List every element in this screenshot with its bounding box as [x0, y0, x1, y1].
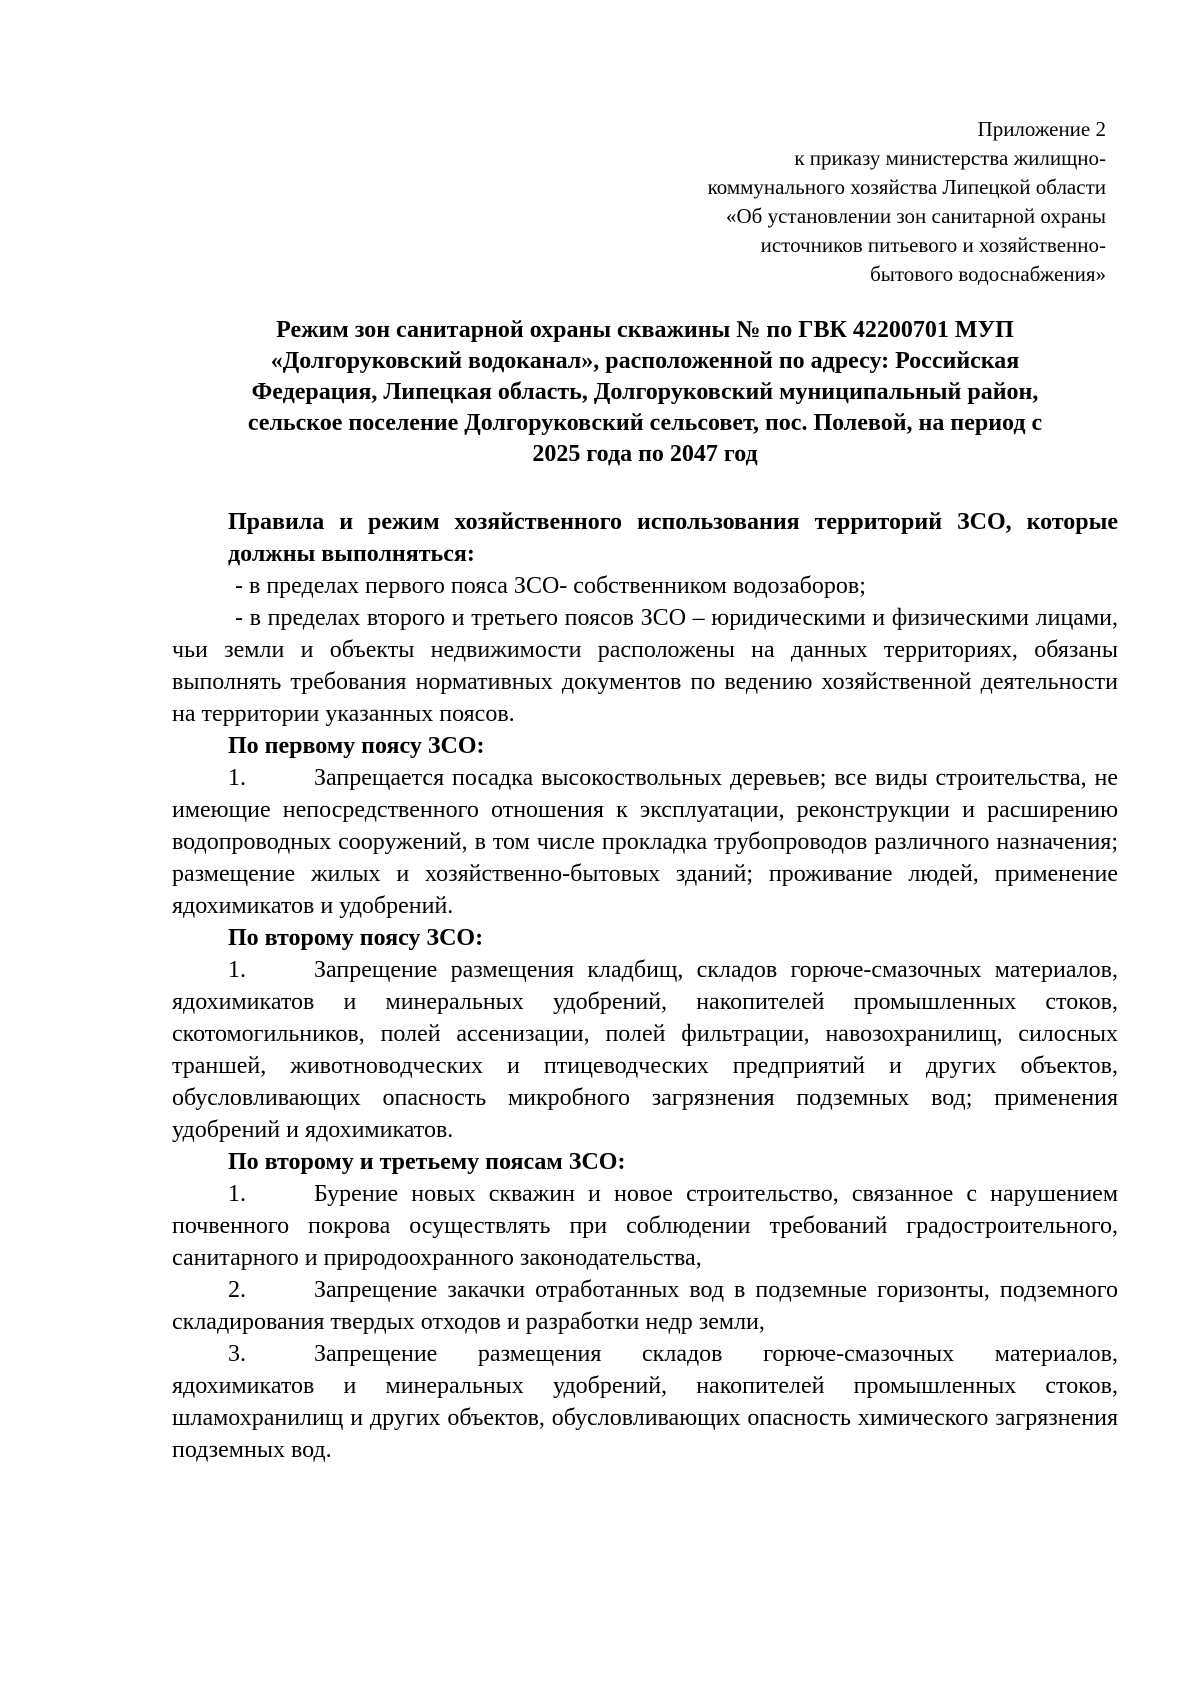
appendix-line: бытового водоснабжения» — [870, 262, 1106, 286]
belt2-item — [172, 954, 1118, 1146]
item-number: 1. — [228, 957, 246, 983]
belt23-item — [172, 1178, 1118, 1274]
appendix-line: Приложение 2 — [977, 117, 1106, 141]
document-title — [170, 315, 1120, 470]
item-number: 3. — [228, 1341, 246, 1367]
rules-paragraph-1: - в пределах первого пояса ЗСО- собственником водозаборов; — [235, 573, 866, 599]
rules-paragraph-2: - в пределах второго и третьего поясов ЗСО – юридическими и физическими лицами, чьи земли и объекты недвижимости расположены на данных территориях, обязаны выполнять требования нормативных документов по ведению хозяйственной деятельности на территории указанных поясов. — [172, 605, 1118, 727]
item-number: 2. — [228, 1277, 246, 1303]
belt23-item — [172, 1274, 1118, 1338]
title-line: 2025 года по 2047 год — [532, 441, 758, 467]
document-body — [172, 506, 1118, 1466]
title-line: сельское поселение Долгоруковский сельсовет, пос. Полевой, на период с — [247, 410, 1043, 436]
title-line: Режим зон санитарной охраны скважины № по ГВК 42200701 МУП — [276, 317, 1014, 343]
appendix-line: «Об установлении зон санитарной охраны — [726, 204, 1106, 228]
belt23-heading: По второму и третьему поясам ЗСО: — [228, 1149, 626, 1175]
item-text: Запрещение закачки отработанных вод в подземные горизонты, подземного складирования твердых отходов и разработки недр земли, — [172, 1277, 1118, 1335]
item-number: 1. — [228, 1181, 246, 1207]
title-line: «Долгоруковский водоканал», расположенной по адресу: Российская — [270, 348, 1020, 374]
item-text: Бурение новых скважин и новое строительство, связанное с нарушением почвенного покрова осуществлять при соблюдении требований градостроительного, санитарного и природоохранного законодательства, — [172, 1181, 1118, 1271]
item-text: Запрещается посадка высокоствольных деревьев; все виды строительства, не имеющие непосредственного отношения к эксплуатации, реконструкции и расширению водопроводных сооружений, в том числе прокладка трубопроводов различного назначения; размещение жилых и хозяйственно-бытовых зданий; проживание людей, применение ядохимикатов и удобрений. — [172, 765, 1118, 919]
belt1-item — [172, 762, 1118, 922]
belt23-item — [172, 1338, 1118, 1466]
appendix-line: источников питьевого и хозяйственно- — [760, 233, 1106, 257]
appendix-line: к приказу министерства жилищно- — [794, 146, 1106, 170]
belt1-heading: По первому поясу ЗСО: — [228, 733, 485, 759]
item-number: 1. — [228, 765, 246, 791]
rules-heading: Правила и режим хозяйственного использования территорий ЗСО, которые должны выполняться: — [228, 509, 1118, 567]
belt2-heading: По второму поясу ЗСО: — [228, 925, 484, 951]
appendix-note — [586, 115, 1106, 289]
title-line: Федерация, Липецкая область, Долгоруковский муниципальный район, — [251, 379, 1039, 405]
item-text: Запрещение размещения складов горюче-смазочных материалов, ядохимикатов и минеральных удобрений, накопителей промышленных стоков, шламохранилищ и других объектов, обусловливающих опасность химического загрязнения подземных вод. — [172, 1341, 1118, 1463]
appendix-line: коммунального хозяйства Липецкой области — [707, 175, 1106, 199]
item-text: Запрещение размещения кладбищ, складов горюче-смазочных материалов, ядохимикатов и минеральных удобрений, накопителей промышленных стоков, скотомогильников, полей ассенизации, полей фильтрации, навозохранилищ, силосных траншей, животноводческих и птицеводческих предприятий и других объектов, обусловливающих опасность микробного загрязнения подземных вод; применения удобрений и ядохимикатов. — [172, 957, 1118, 1143]
